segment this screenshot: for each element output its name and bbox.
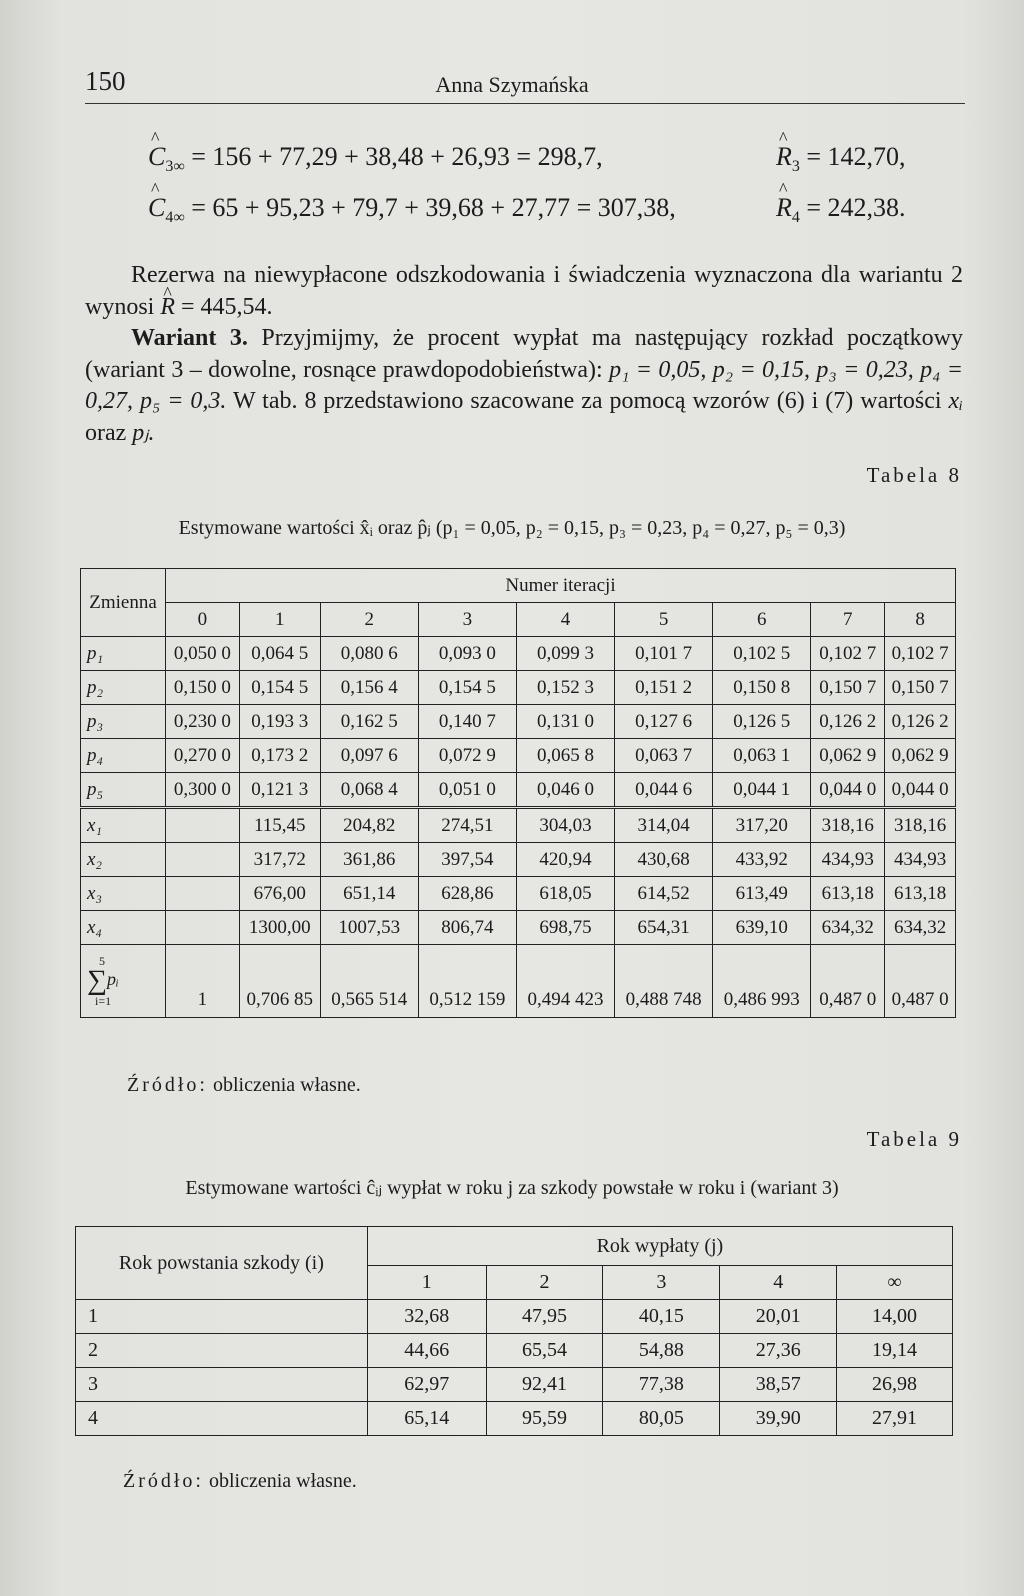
cell: 618,05 — [516, 877, 614, 911]
cell: 0,154 5 — [239, 671, 320, 705]
table8-header-row-1 — [81, 569, 956, 603]
table8-iter: 2 — [320, 603, 418, 637]
table8-header-iterations: Numer iteracji — [165, 569, 955, 603]
page-number: 150 — [85, 66, 126, 96]
table8-iter: 4 — [516, 603, 614, 637]
cell: 1007,53 — [320, 911, 418, 945]
cell: 434,93 — [885, 843, 956, 877]
cell: 676,00 — [239, 877, 320, 911]
cell — [165, 843, 239, 877]
table9-col: 4 — [720, 1266, 837, 1300]
row-label: p₃ — [81, 705, 166, 739]
paragraph-reserve — [85, 260, 963, 323]
cell: 430,68 — [615, 843, 713, 877]
equation-r4 — [776, 193, 906, 227]
cell: 0,102 5 — [713, 637, 811, 671]
cell: 0,152 3 — [516, 671, 614, 705]
cell: 0,126 2 — [885, 705, 956, 739]
cell: 0,121 3 — [239, 773, 320, 808]
cell: 0,063 7 — [615, 739, 713, 773]
row-label: 3 — [76, 1368, 368, 1402]
cell: 204,82 — [320, 808, 418, 843]
table8-iter: 6 — [713, 603, 811, 637]
cell: 634,32 — [885, 911, 956, 945]
cell: 639,10 — [713, 911, 811, 945]
header-rule — [85, 103, 965, 104]
cell: 0,156 4 — [320, 671, 418, 705]
cell: 0,093 0 — [418, 637, 516, 671]
cell — [165, 808, 239, 843]
cell: 614,52 — [615, 877, 713, 911]
cell: 0,488 748 — [615, 945, 713, 1018]
cell: 318,16 — [811, 808, 885, 843]
table-row — [81, 671, 956, 705]
cell: 433,92 — [713, 843, 811, 877]
cell: 0,044 0 — [885, 773, 956, 808]
cell: 361,86 — [320, 843, 418, 877]
table-row — [81, 739, 956, 773]
table-row — [81, 911, 956, 945]
cell: 0,494 423 — [516, 945, 614, 1018]
cell: 0,101 7 — [615, 637, 713, 671]
table-row — [76, 1300, 953, 1334]
cell: 0,062 9 — [811, 739, 885, 773]
cell: 613,18 — [811, 877, 885, 911]
source-label: Źródło: — [123, 1470, 204, 1492]
r3-symbol: ^ R — [776, 142, 792, 172]
table9-source — [123, 1470, 357, 1493]
table8-iter: 8 — [885, 603, 956, 637]
r4-rhs: = 242,38. — [806, 193, 906, 222]
cell: 0,072 9 — [418, 739, 516, 773]
table9-label: Tabela 9 — [866, 1127, 962, 1151]
reserve-symbol: ^ R — [160, 292, 175, 324]
source-label: Źródło: — [127, 1074, 208, 1096]
table-row — [81, 808, 956, 843]
cell: 634,32 — [811, 911, 885, 945]
sum-sign: ∑ — [87, 965, 107, 996]
cell: 32,68 — [367, 1300, 486, 1334]
cell: 0,050 0 — [165, 637, 239, 671]
cell: 20,01 — [720, 1300, 837, 1334]
table8-iter: 0 — [165, 603, 239, 637]
row-label: 2 — [76, 1334, 368, 1368]
cell: 0,486 993 — [713, 945, 811, 1018]
sum-upper-limit: 5 — [99, 954, 105, 968]
table-row — [81, 637, 956, 671]
cell: 0,154 5 — [418, 671, 516, 705]
cell: 628,86 — [418, 877, 516, 911]
table8-header-row-2 — [81, 603, 956, 637]
cell: 274,51 — [418, 808, 516, 843]
cell: 95,59 — [486, 1402, 603, 1436]
cell: 314,04 — [615, 808, 713, 843]
cell: 0,173 2 — [239, 739, 320, 773]
cell: 318,16 — [885, 808, 956, 843]
cell: 115,45 — [239, 808, 320, 843]
sum-label — [81, 945, 166, 1018]
variant3-text-2: W tab. 8 przedstawiono szacowane za pomocą wzorów (6) i (7) wartości — [232, 388, 942, 414]
cell: 0,193 3 — [239, 705, 320, 739]
row-label: 4 — [76, 1402, 368, 1436]
cell: 420,94 — [516, 843, 614, 877]
cell: 54,88 — [603, 1334, 720, 1368]
cell: 0,068 4 — [320, 773, 418, 808]
cell: 47,95 — [486, 1300, 603, 1334]
sum-variable: pᵢ — [106, 969, 119, 989]
variant3-heading: Wariant 3. — [131, 325, 248, 351]
variant3-var-x: xᵢ — [948, 388, 963, 414]
row-label: p₄ — [81, 739, 166, 773]
cell: 0,512 159 — [418, 945, 516, 1018]
c4-rhs: = 65 + 95,23 + 79,7 + 39,68 + 27,77 = 307,38, — [191, 193, 676, 222]
row-label: p₅ — [81, 773, 166, 808]
cell: 0,062 9 — [885, 739, 956, 773]
table-row — [76, 1368, 953, 1402]
cell: 92,41 — [486, 1368, 603, 1402]
row-label: x₁ — [81, 808, 166, 843]
cell: 38,57 — [720, 1368, 837, 1402]
cell: 0,270 0 — [165, 739, 239, 773]
cell: 0,162 5 — [320, 705, 418, 739]
cell: 0,046 0 — [516, 773, 614, 808]
table8 — [80, 568, 956, 1018]
cell: 0,126 2 — [811, 705, 885, 739]
cell: 0,063 1 — [713, 739, 811, 773]
cell — [165, 911, 239, 945]
variant3-probabilities: p₁ = 0,05, p₂ = 0,15, p₃ = 0,23, p₄ = 0,27, p₅ = 0,3. — [85, 356, 963, 414]
cell: 304,03 — [516, 808, 614, 843]
row-label: p₂ — [81, 671, 166, 705]
r4-subscript: 4 — [791, 209, 800, 226]
cell: 0,151 2 — [615, 671, 713, 705]
row-label: 1 — [76, 1300, 368, 1334]
cell: 0,131 0 — [516, 705, 614, 739]
r3-subscript: 3 — [791, 158, 800, 175]
cell: 14,00 — [837, 1300, 953, 1334]
table-row — [81, 773, 956, 808]
table8-header-variable: Zmienna — [81, 569, 166, 637]
cell: 40,15 — [603, 1300, 720, 1334]
c4-subscript: 4∞ — [165, 209, 185, 226]
cell: 317,72 — [239, 843, 320, 877]
equation-c4 — [148, 193, 676, 227]
table-row — [81, 705, 956, 739]
cell: 0,044 6 — [615, 773, 713, 808]
cell — [165, 877, 239, 911]
cell: 698,75 — [516, 911, 614, 945]
cell: 0,099 3 — [516, 637, 614, 671]
paragraph-reserve-text: Rezerwa na niewypłacone odszkodowania i świadczenia wyznaczona dla wariantu 2 wynosi — [85, 262, 963, 320]
cell: 0,140 7 — [418, 705, 516, 739]
table8-source — [127, 1074, 361, 1097]
cell: 0,080 6 — [320, 637, 418, 671]
table8-iter: 3 — [418, 603, 516, 637]
cell: 0,706 85 — [239, 945, 320, 1018]
cell: 0,487 0 — [811, 945, 885, 1018]
table8-iter: 7 — [811, 603, 885, 637]
cell: 0,126 5 — [713, 705, 811, 739]
table9-col: ∞ — [837, 1266, 953, 1300]
table-row — [76, 1402, 953, 1436]
cell: 0,051 0 — [418, 773, 516, 808]
row-label: x₄ — [81, 911, 166, 945]
cell: 1300,00 — [239, 911, 320, 945]
table-row — [81, 877, 956, 911]
c3-subscript: 3∞ — [165, 158, 185, 175]
cell: 1 — [165, 945, 239, 1018]
table9-caption: Estymowane wartości ĉᵢⱼ wypłat w roku j za szkody powstałe w roku i (wariant 3) — [185, 1177, 839, 1199]
cell: 19,14 — [837, 1334, 953, 1368]
cell: 0,565 514 — [320, 945, 418, 1018]
table8-label: Tabela 8 — [866, 463, 962, 487]
variant3-text-3: oraz — [85, 419, 127, 446]
table-row — [81, 843, 956, 877]
cell: 0,150 7 — [811, 671, 885, 705]
cell: 0,102 7 — [811, 637, 885, 671]
sum-lower-limit: i=1 — [95, 994, 112, 1008]
cell: 0,150 0 — [165, 671, 239, 705]
table8-caption: Estymowane wartości x̂ᵢ oraz p̂ⱼ (p₁ = 0,05, p₂ = 0,15, p₃ = 0,23, p₄ = 0,27, p₅ = 0,3) — [178, 517, 846, 539]
cell: 397,54 — [418, 843, 516, 877]
cell: 0,044 0 — [811, 773, 885, 808]
table-row — [76, 1334, 953, 1368]
table9-header-origin-year: Rok powstania szkody (i) — [76, 1227, 368, 1300]
source-text: obliczenia własne. — [213, 1074, 361, 1096]
cell: 613,18 — [885, 877, 956, 911]
row-label: p₁ — [81, 637, 166, 671]
cell: 0,097 6 — [320, 739, 418, 773]
cell: 27,36 — [720, 1334, 837, 1368]
cell: 77,38 — [603, 1368, 720, 1402]
table9-col: 1 — [367, 1266, 486, 1300]
cell: 65,14 — [367, 1402, 486, 1436]
table9-col: 3 — [603, 1266, 720, 1300]
cell: 0,487 0 — [885, 945, 956, 1018]
cell: 44,66 — [367, 1334, 486, 1368]
c4-symbol: ^ C — [148, 193, 165, 223]
row-label: x₃ — [81, 877, 166, 911]
table9-col: 2 — [486, 1266, 603, 1300]
r3-rhs: = 142,70, — [806, 142, 906, 171]
variant3-var-p: pⱼ. — [132, 419, 155, 446]
row-label: x₂ — [81, 843, 166, 877]
cell: 317,20 — [713, 808, 811, 843]
table9-header-row-1 — [76, 1227, 953, 1266]
cell: 0,300 0 — [165, 773, 239, 808]
table8-iter: 1 — [239, 603, 320, 637]
cell: 651,14 — [320, 877, 418, 911]
cell: 0,150 8 — [713, 671, 811, 705]
cell: 654,31 — [615, 911, 713, 945]
cell: 0,230 0 — [165, 705, 239, 739]
paragraph-variant3 — [85, 323, 963, 449]
variant3-text-1: Przyjmijmy, że procent wypłat ma następujący rozkład początkowy (wariant 3 – dowolne, rosnące prawdopodobieństwa): — [85, 325, 964, 383]
cell: 0,150 7 — [885, 671, 956, 705]
cell: 806,74 — [418, 911, 516, 945]
table8-iter: 5 — [615, 603, 713, 637]
r4-symbol: ^ R — [776, 193, 792, 223]
cell: 39,90 — [720, 1402, 837, 1436]
equation-r3 — [776, 142, 906, 176]
c3-symbol: ^ C — [148, 142, 165, 172]
running-head-author: Anna Szymańska — [435, 72, 589, 97]
source-text: obliczenia własne. — [209, 1470, 357, 1492]
cell: 0,044 1 — [713, 773, 811, 808]
cell: 62,97 — [367, 1368, 486, 1402]
table9-header-payment-year: Rok wypłaty (j) — [367, 1227, 952, 1266]
cell: 65,54 — [486, 1334, 603, 1368]
c3-rhs: = 156 + 77,29 + 38,48 + 26,93 = 298,7, — [191, 142, 603, 171]
cell: 434,93 — [811, 843, 885, 877]
cell: 0,064 5 — [239, 637, 320, 671]
cell: 613,49 — [713, 877, 811, 911]
cell: 80,05 — [603, 1402, 720, 1436]
cell: 0,102 7 — [885, 637, 956, 671]
cell: 0,127 6 — [615, 705, 713, 739]
table9 — [75, 1226, 953, 1436]
cell: 0,065 8 — [516, 739, 614, 773]
equation-c3 — [148, 142, 603, 176]
cell: 27,91 — [837, 1402, 953, 1436]
cell: 26,98 — [837, 1368, 953, 1402]
table-row-sum — [81, 945, 956, 1018]
sum-expression — [87, 967, 165, 995]
reserve-value: = 445,54. — [181, 293, 273, 320]
